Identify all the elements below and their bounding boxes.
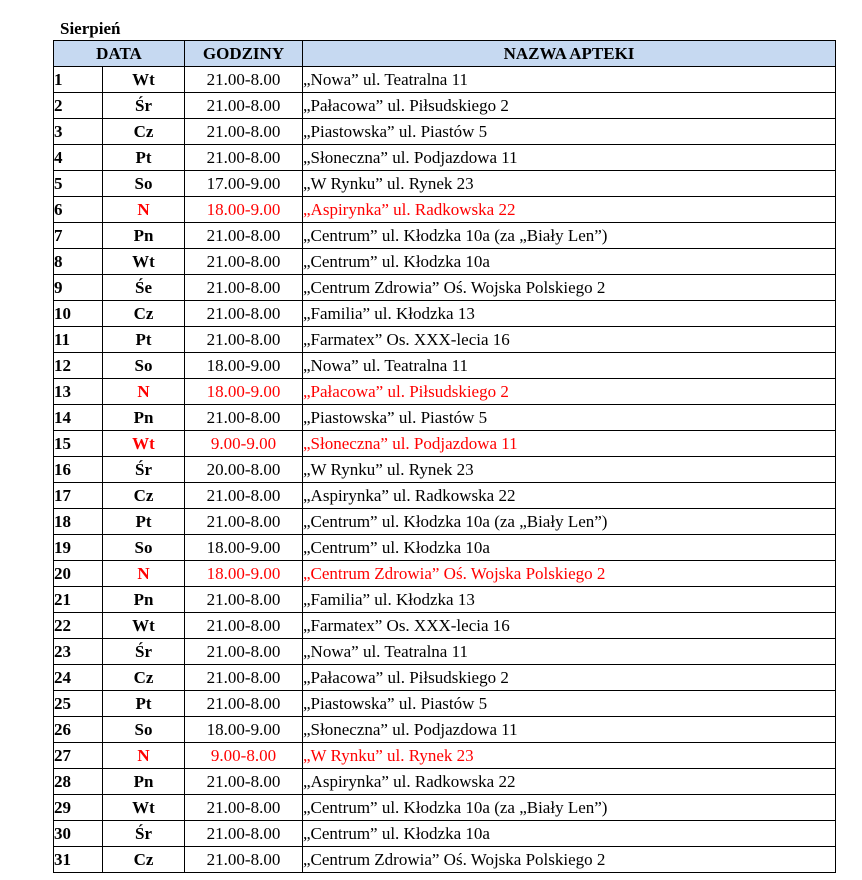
weekday-cell: Pt xyxy=(103,509,185,535)
day-number-cell: 7 xyxy=(54,223,103,249)
hours-cell: 21.00-8.00 xyxy=(185,639,303,665)
header-pharmacy: NAZWA APTEKI xyxy=(303,41,836,67)
pharmacy-duty-table xyxy=(53,40,836,873)
day-number-cell: 21 xyxy=(54,587,103,613)
pharmacy-cell: „Piastowska” ul. Piastów 5 xyxy=(303,119,836,145)
month-title: Sierpień xyxy=(60,19,121,38)
table-row xyxy=(54,249,836,275)
day-number-cell: 28 xyxy=(54,769,103,795)
table-row xyxy=(54,795,836,821)
table-row xyxy=(54,171,836,197)
pharmacy-cell: „Farmatex” Os. XXX-lecia 16 xyxy=(303,613,836,639)
pharmacy-cell: „Nowa” ul. Teatralna 11 xyxy=(303,353,836,379)
table-row xyxy=(54,301,836,327)
header-row xyxy=(54,41,836,67)
pharmacy-cell: „Słoneczna” ul. Podjazdowa 11 xyxy=(303,431,836,457)
table-row xyxy=(54,691,836,717)
hours-cell: 21.00-8.00 xyxy=(185,67,303,93)
hours-cell: 21.00-8.00 xyxy=(185,327,303,353)
hours-cell: 21.00-8.00 xyxy=(185,483,303,509)
table-row xyxy=(54,327,836,353)
weekday-cell: Śr xyxy=(103,639,185,665)
hours-cell: 21.00-8.00 xyxy=(185,509,303,535)
hours-cell: 21.00-8.00 xyxy=(185,847,303,873)
pharmacy-cell: „Centrum Zdrowia” Oś. Wojska Polskiego 2 xyxy=(303,275,836,301)
table-row xyxy=(54,587,836,613)
weekday-cell: Pt xyxy=(103,145,185,171)
weekday-cell: Pt xyxy=(103,327,185,353)
pharmacy-cell: „Nowa” ul. Teatralna 11 xyxy=(303,639,836,665)
hours-cell: 21.00-8.00 xyxy=(185,587,303,613)
table-row xyxy=(54,509,836,535)
table-body xyxy=(54,67,836,873)
day-number-cell: 16 xyxy=(54,457,103,483)
day-number-cell: 5 xyxy=(54,171,103,197)
weekday-cell: Śr xyxy=(103,93,185,119)
weekday-cell: Wt xyxy=(103,431,185,457)
day-number-cell: 4 xyxy=(54,145,103,171)
weekday-cell: So xyxy=(103,717,185,743)
table-row xyxy=(54,483,836,509)
day-number-cell: 2 xyxy=(54,93,103,119)
pharmacy-cell: „Piastowska” ul. Piastów 5 xyxy=(303,405,836,431)
hours-cell: 21.00-8.00 xyxy=(185,301,303,327)
day-number-cell: 8 xyxy=(54,249,103,275)
table-row xyxy=(54,743,836,769)
weekday-cell: Pn xyxy=(103,405,185,431)
hours-cell: 21.00-8.00 xyxy=(185,821,303,847)
pharmacy-cell: „Nowa” ul. Teatralna 11 xyxy=(303,67,836,93)
pharmacy-cell: „Farmatex” Os. XXX-lecia 16 xyxy=(303,327,836,353)
table-row xyxy=(54,119,836,145)
pharmacy-cell: „Centrum” ul. Kłodzka 10a (za „Biały Len”) xyxy=(303,223,836,249)
table-row xyxy=(54,67,836,93)
weekday-cell: Cz xyxy=(103,483,185,509)
day-number-cell: 31 xyxy=(54,847,103,873)
hours-cell: 21.00-8.00 xyxy=(185,405,303,431)
table-row xyxy=(54,769,836,795)
weekday-cell: Pn xyxy=(103,769,185,795)
table-row xyxy=(54,223,836,249)
weekday-cell: So xyxy=(103,353,185,379)
pharmacy-cell: „Centrum” ul. Kłodzka 10a (za „Biały Len”) xyxy=(303,795,836,821)
day-number-cell: 19 xyxy=(54,535,103,561)
pharmacy-cell: „Centrum Zdrowia” Oś. Wojska Polskiego 2 xyxy=(303,561,836,587)
header-date: DATA xyxy=(54,41,185,67)
hours-cell: 21.00-8.00 xyxy=(185,145,303,171)
table-row xyxy=(54,405,836,431)
weekday-cell: Cz xyxy=(103,119,185,145)
table-row xyxy=(54,639,836,665)
weekday-cell: Cz xyxy=(103,665,185,691)
day-number-cell: 18 xyxy=(54,509,103,535)
day-number-cell: 30 xyxy=(54,821,103,847)
header-hours: GODZINY xyxy=(185,41,303,67)
day-number-cell: 17 xyxy=(54,483,103,509)
weekday-cell: Wt xyxy=(103,795,185,821)
weekday-cell: Wt xyxy=(103,249,185,275)
hours-cell: 9.00-9.00 xyxy=(185,431,303,457)
table-row xyxy=(54,561,836,587)
day-number-cell: 26 xyxy=(54,717,103,743)
table-row xyxy=(54,457,836,483)
table-row xyxy=(54,717,836,743)
day-number-cell: 27 xyxy=(54,743,103,769)
weekday-cell: Pn xyxy=(103,587,185,613)
day-number-cell: 10 xyxy=(54,301,103,327)
pharmacy-cell: „Piastowska” ul. Piastów 5 xyxy=(303,691,836,717)
weekday-cell: N xyxy=(103,379,185,405)
table-row xyxy=(54,197,836,223)
day-number-cell: 24 xyxy=(54,665,103,691)
pharmacy-cell: „W Rynku” ul. Rynek 23 xyxy=(303,171,836,197)
weekday-cell: N xyxy=(103,197,185,223)
pharmacy-cell: „Centrum” ul. Kłodzka 10a xyxy=(303,249,836,275)
pharmacy-cell: „Centrum” ul. Kłodzka 10a (za „Biały Len”) xyxy=(303,509,836,535)
hours-cell: 18.00-9.00 xyxy=(185,379,303,405)
weekday-cell: Wt xyxy=(103,613,185,639)
weekday-cell: So xyxy=(103,535,185,561)
pharmacy-cell: „Aspirynka” ul. Radkowska 22 xyxy=(303,769,836,795)
table-row xyxy=(54,535,836,561)
day-number-cell: 22 xyxy=(54,613,103,639)
pharmacy-cell: „Pałacowa” ul. Piłsudskiego 2 xyxy=(303,93,836,119)
weekday-cell: So xyxy=(103,171,185,197)
day-number-cell: 20 xyxy=(54,561,103,587)
hours-cell: 21.00-8.00 xyxy=(185,613,303,639)
weekday-cell: N xyxy=(103,561,185,587)
table-row xyxy=(54,275,836,301)
day-number-cell: 29 xyxy=(54,795,103,821)
day-number-cell: 11 xyxy=(54,327,103,353)
table-row xyxy=(54,93,836,119)
day-number-cell: 13 xyxy=(54,379,103,405)
hours-cell: 21.00-8.00 xyxy=(185,769,303,795)
weekday-cell: Pt xyxy=(103,691,185,717)
day-number-cell: 23 xyxy=(54,639,103,665)
hours-cell: 21.00-8.00 xyxy=(185,119,303,145)
pharmacy-cell: „Słoneczna” ul. Podjazdowa 11 xyxy=(303,717,836,743)
hours-cell: 21.00-8.00 xyxy=(185,249,303,275)
hours-cell: 17.00-9.00 xyxy=(185,171,303,197)
pharmacy-cell: „Centrum” ul. Kłodzka 10a xyxy=(303,821,836,847)
day-number-cell: 15 xyxy=(54,431,103,457)
hours-cell: 9.00-8.00 xyxy=(185,743,303,769)
weekday-cell: Śe xyxy=(103,275,185,301)
hours-cell: 21.00-8.00 xyxy=(185,795,303,821)
day-number-cell: 3 xyxy=(54,119,103,145)
table-row xyxy=(54,613,836,639)
weekday-cell: Pn xyxy=(103,223,185,249)
day-number-cell: 9 xyxy=(54,275,103,301)
day-number-cell: 14 xyxy=(54,405,103,431)
hours-cell: 18.00-9.00 xyxy=(185,353,303,379)
hours-cell: 21.00-8.00 xyxy=(185,93,303,119)
hours-cell: 18.00-9.00 xyxy=(185,717,303,743)
table-row xyxy=(54,145,836,171)
table-row xyxy=(54,847,836,873)
hours-cell: 20.00-8.00 xyxy=(185,457,303,483)
day-number-cell: 12 xyxy=(54,353,103,379)
pharmacy-cell: „W Rynku” ul. Rynek 23 xyxy=(303,457,836,483)
pharmacy-cell: „Pałacowa” ul. Piłsudskiego 2 xyxy=(303,665,836,691)
pharmacy-cell: „Familia” ul. Kłodzka 13 xyxy=(303,301,836,327)
pharmacy-cell: „Centrum” ul. Kłodzka 10a xyxy=(303,535,836,561)
table-row xyxy=(54,379,836,405)
day-number-cell: 6 xyxy=(54,197,103,223)
day-number-cell: 1 xyxy=(54,67,103,93)
pharmacy-cell: „Centrum Zdrowia” Oś. Wojska Polskiego 2 xyxy=(303,847,836,873)
hours-cell: 21.00-8.00 xyxy=(185,665,303,691)
hours-cell: 21.00-8.00 xyxy=(185,691,303,717)
weekday-cell: Cz xyxy=(103,847,185,873)
table-row xyxy=(54,821,836,847)
hours-cell: 21.00-8.00 xyxy=(185,275,303,301)
weekday-cell: Wt xyxy=(103,67,185,93)
day-number-cell: 25 xyxy=(54,691,103,717)
weekday-cell: Cz xyxy=(103,301,185,327)
pharmacy-cell: „W Rynku” ul. Rynek 23 xyxy=(303,743,836,769)
pharmacy-cell: „Słoneczna” ul. Podjazdowa 11 xyxy=(303,145,836,171)
table-row xyxy=(54,353,836,379)
weekday-cell: Śr xyxy=(103,821,185,847)
table-row xyxy=(54,665,836,691)
pharmacy-cell: „Aspirynka” ul. Radkowska 22 xyxy=(303,197,836,223)
hours-cell: 18.00-9.00 xyxy=(185,197,303,223)
hours-cell: 18.00-9.00 xyxy=(185,561,303,587)
pharmacy-cell: „Aspirynka” ul. Radkowska 22 xyxy=(303,483,836,509)
hours-cell: 18.00-9.00 xyxy=(185,535,303,561)
weekday-cell: Śr xyxy=(103,457,185,483)
pharmacy-cell: „Familia” ul. Kłodzka 13 xyxy=(303,587,836,613)
table-row xyxy=(54,431,836,457)
weekday-cell: N xyxy=(103,743,185,769)
pharmacy-cell: „Pałacowa” ul. Piłsudskiego 2 xyxy=(303,379,836,405)
hours-cell: 21.00-8.00 xyxy=(185,223,303,249)
